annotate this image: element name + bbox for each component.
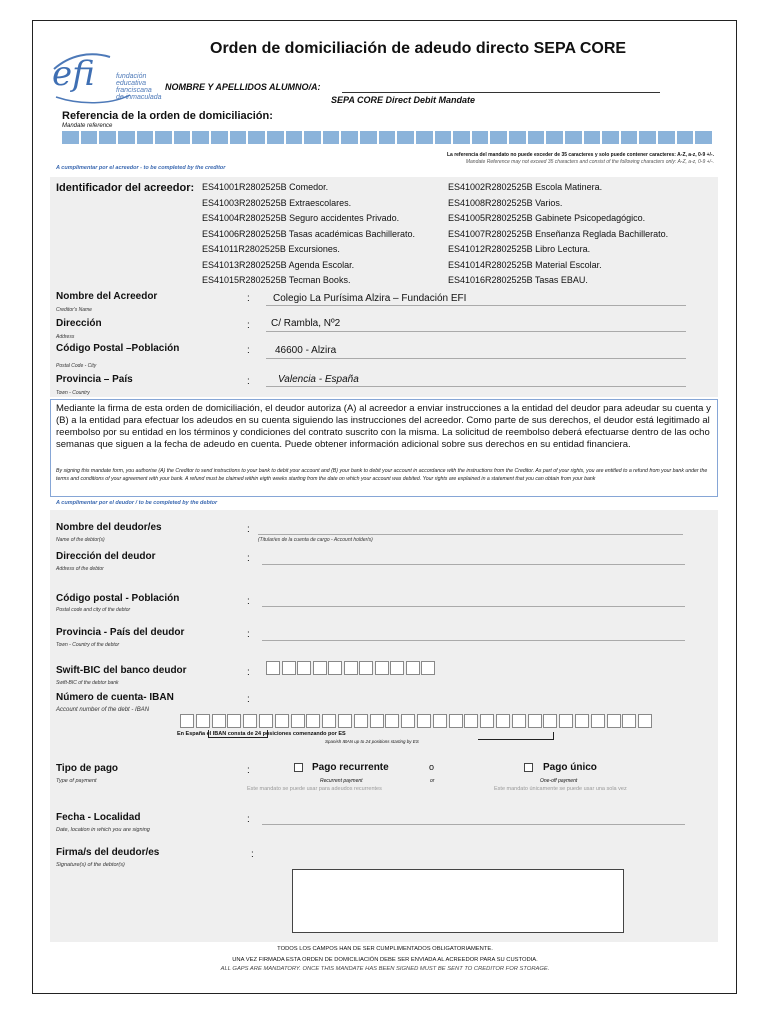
signature-box[interactable]	[292, 869, 624, 933]
creditor-cp-sub: Postal Code - City	[56, 363, 97, 369]
reference-char-box[interactable]	[528, 131, 545, 144]
date-location-label: Fecha - Localidad	[56, 812, 141, 823]
iban-char-box[interactable]	[464, 714, 478, 728]
creditor-name-sub: Creditor's Name	[56, 307, 92, 313]
reference-char-box[interactable]	[211, 131, 228, 144]
creditor-id-label: Identificador del acreedor:	[56, 182, 195, 194]
reference-char-box[interactable]	[155, 131, 172, 144]
reference-char-box[interactable]	[621, 131, 638, 144]
creditor-id-entry: ES41011R2802525B Excursiones.	[202, 244, 340, 254]
reference-char-box[interactable]	[192, 131, 209, 144]
reference-char-box[interactable]	[323, 131, 340, 144]
creditor-id-entry: ES41002R2802525B Escola Matinera.	[448, 182, 603, 192]
reference-char-box[interactable]	[341, 131, 358, 144]
reference-char-box[interactable]	[602, 131, 619, 144]
or-sub: or	[430, 778, 435, 784]
swift-char-box[interactable]	[297, 661, 311, 675]
swift-char-box[interactable]	[266, 661, 280, 675]
iban-char-box[interactable]	[212, 714, 226, 728]
iban-tail-bracket	[478, 732, 554, 740]
reference-char-box[interactable]	[397, 131, 414, 144]
reference-note: La referencia del mandato no puede exceder de 35 caracteres y solo puede contener caracteres: A-Z, a-z, 0-9 +/-. Mandate Reference may not exceed 35 characters and consist of the following characters only: A-Z, a-z, 0-9 +/-.	[446, 152, 714, 165]
iban-char-box[interactable]	[417, 714, 431, 728]
signature-sub: Signature(s) of the debtor(s)	[56, 862, 125, 868]
reference-char-box[interactable]	[565, 131, 582, 144]
date-location-field[interactable]	[262, 824, 685, 825]
swift-label: Swift-BIC del banco deudor	[56, 665, 187, 676]
creditor-id-entry: ES41013R2802525B Agenda Escolar.	[202, 259, 355, 270]
logo-text: efi	[52, 54, 95, 94]
creditor-address-label: Dirección	[56, 318, 102, 329]
reference-char-box[interactable]	[81, 131, 98, 144]
swift-char-box[interactable]	[390, 661, 404, 675]
page-title: Orden de domiciliación de adeudo directo SEPA CORE	[210, 40, 627, 57]
reference-char-box[interactable]	[174, 131, 191, 144]
recurrent-label: Pago recurrente	[312, 762, 389, 773]
debtor-cp-field[interactable]	[262, 606, 685, 607]
reference-char-box[interactable]	[286, 131, 303, 144]
iban-char-box[interactable]	[243, 714, 257, 728]
iban-char-box[interactable]	[196, 714, 210, 728]
mandate-reference-boxes[interactable]	[62, 131, 712, 144]
reference-char-box[interactable]	[677, 131, 694, 144]
payment-type-sub: Type of payment	[56, 778, 97, 784]
creditor-name-label: Nombre del Acreedor	[56, 291, 158, 302]
reference-char-box[interactable]	[490, 131, 507, 144]
oneoff-checkbox[interactable]	[524, 763, 533, 772]
reference-char-box[interactable]	[62, 131, 79, 144]
swift-char-box[interactable]	[406, 661, 420, 675]
iban-char-box[interactable]	[528, 714, 542, 728]
footer-line-2: UNA VEZ FIRMADA ESTA ORDEN DE DOMICILIACIÓN DEBE SER ENVIADA AL ACREEDOR PARA SU CUSTODIA.	[232, 957, 538, 963]
swift-char-box[interactable]	[344, 661, 358, 675]
reference-char-box[interactable]	[472, 131, 489, 144]
iban-sub: Account number of the debt - IBAN	[56, 707, 150, 713]
creditor-id-entry: ES41015R2802525B Tecman Books.	[202, 275, 351, 285]
iban-char-box[interactable]	[559, 714, 573, 728]
swift-char-box[interactable]	[359, 661, 373, 675]
reference-char-box[interactable]	[99, 131, 116, 144]
iban-char-box[interactable]	[480, 714, 494, 728]
iban-char-box[interactable]	[180, 714, 194, 728]
student-name-label: NOMBRE Y APELLIDOS ALUMNO/A:	[165, 82, 321, 92]
footer-line-3: ALL GAPS ARE MANDATORY. ONCE THIS MANDATE HAS BEEN SIGNED MUST BE SENT TO CREDITOR FOR STORAGE.	[220, 966, 550, 972]
date-location-sub: Date, location in which you are signing	[56, 827, 150, 833]
swift-char-box[interactable]	[421, 661, 435, 675]
iban-note-es: En España el IBAN consta de 24 posiciones comenzando por ES	[177, 731, 346, 737]
debtor-cp-label: Código postal - Población	[56, 593, 180, 604]
recurrent-hint: Este mandato se puede usar para adeudos recurrentes	[247, 786, 382, 792]
creditor-cp-label: Código Postal –Población	[56, 343, 180, 354]
reference-char-box[interactable]	[416, 131, 433, 144]
iban-char-box[interactable]	[354, 714, 368, 728]
creditor-province-sub: Town - Country	[56, 390, 90, 396]
swift-char-box[interactable]	[313, 661, 327, 675]
debtor-province-label: Provincia - País del deudor	[56, 627, 185, 638]
reference-char-box[interactable]	[248, 131, 265, 144]
creditor-address-value: C/ Rambla, Nº2	[271, 318, 341, 329]
reference-char-box[interactable]	[695, 131, 712, 144]
reference-sub: Mandate reference	[62, 123, 113, 129]
iban-char-box[interactable]	[322, 714, 336, 728]
creditor-cp-value: 46600 - Alzira	[275, 345, 337, 356]
reference-char-box[interactable]	[509, 131, 526, 144]
signature-label: Firma/s del deudor/es	[56, 847, 160, 858]
iban-char-box[interactable]	[385, 714, 399, 728]
creditor-province-label: Provincia – País	[56, 374, 133, 385]
oneoff-label: Pago único	[543, 762, 597, 773]
creditor-id-entry: ES41006R2802525B Tasas académicas Bachillerato.	[202, 228, 415, 239]
debtor-province-sub: Town - Country of the debtor	[56, 642, 120, 648]
iban-char-box[interactable]	[275, 714, 289, 728]
iban-char-box[interactable]	[306, 714, 320, 728]
creditor-id-entry: ES41003R2802525B Extraescolares.	[202, 197, 352, 208]
creditor-id-entry: ES41004R2802525B Seguro accidentes Privado.	[202, 213, 400, 223]
reference-char-box[interactable]	[137, 131, 154, 144]
debtor-address-field[interactable]	[262, 564, 685, 565]
reference-heading: Referencia de la orden de domiciliación:	[62, 110, 273, 122]
logo-subtitle: fundación educativa franciscana de inmaculada	[116, 73, 162, 101]
swift-char-box[interactable]	[282, 661, 296, 675]
reference-char-box[interactable]	[453, 131, 470, 144]
iban-char-box[interactable]	[291, 714, 305, 728]
iban-char-box[interactable]	[607, 714, 621, 728]
reference-char-box[interactable]	[658, 131, 675, 144]
reference-char-box[interactable]	[379, 131, 396, 144]
swift-sub: Swift-BIC of the debtor bank	[56, 680, 119, 686]
reference-char-box[interactable]	[639, 131, 656, 144]
iban-char-box[interactable]	[259, 714, 273, 728]
creditor-id-entry: ES41008R2802525B Varios.	[448, 197, 563, 208]
creditor-id-entry: ES41012R2802525B Libro Lectura.	[448, 244, 591, 254]
creditor-section-label: A cumplimentar por el acreedor - to be completed by the creditor	[56, 165, 226, 171]
debtor-name-field[interactable]	[258, 534, 683, 535]
creditor-id-entry: ES41007R2802525B Enseñanza Reglada Bachillerato.	[448, 228, 669, 239]
debtor-section-label: A cumplimentar por el deudor / to be completed by the debtor	[56, 500, 218, 506]
debtor-address-sub: Address of the debtor	[56, 566, 104, 572]
iban-char-box[interactable]	[401, 714, 415, 728]
iban-char-box[interactable]	[370, 714, 384, 728]
iban-char-box[interactable]	[543, 714, 557, 728]
creditor-id-entry: ES41005R2802525B Gabinete Psicopedagógico.	[448, 213, 646, 223]
student-name-field[interactable]	[342, 92, 660, 93]
iban-char-box[interactable]	[227, 714, 241, 728]
reference-char-box[interactable]	[360, 131, 377, 144]
debtor-address-label: Dirección del deudor	[56, 551, 156, 562]
footer-line-1: TODOS LOS CAMPOS HAN DE SER CUMPLIMENTADOS OBLIGATORIAMENTE.	[277, 946, 493, 952]
iban-char-box[interactable]	[512, 714, 526, 728]
recurrent-sub: Recurrent payment	[320, 778, 363, 784]
recurrent-checkbox[interactable]	[294, 763, 303, 772]
reference-char-box[interactable]	[435, 131, 452, 144]
reference-char-box[interactable]	[230, 131, 247, 144]
debtor-cp-sub: Postal code and city of the debtor	[56, 607, 131, 613]
iban-char-box[interactable]	[338, 714, 352, 728]
iban-char-box[interactable]	[496, 714, 510, 728]
iban-char-box[interactable]	[433, 714, 447, 728]
creditor-name-value: Colegio La Purísima Alzira – Fundación EFI	[273, 293, 467, 304]
iban-char-box[interactable]	[575, 714, 589, 728]
mandate-text-es: Mediante la firma de esta orden de domiciliación, el deudor autoriza (A) al acreedor a enviar instrucciones a la entidad del deudor para adeudar su cuenta y (B) a la entidad para efectuar los adeudos en su cuenta siguiendo las instrucciones del acreedor. Como parte de sus derechos, el deudor está legitimado al reembolso por su entidad en los términos y condiciones del contrato suscrito con la misma. La solicitud de reembolso deberá efectuarse dentro de las ocho semanas que siguen a la fecha de adeudo en cuenta. Puede obtener información adicional sobre sus derechos en su entidad financiera.	[56, 403, 711, 450]
oneoff-sub: One-off payment	[540, 778, 578, 784]
iban-char-box[interactable]	[591, 714, 605, 728]
reference-char-box[interactable]	[267, 131, 284, 144]
reference-char-box[interactable]	[118, 131, 135, 144]
creditor-province-value: Valencia - España	[278, 374, 359, 385]
iban-char-box[interactable]	[449, 714, 463, 728]
iban-note-en: Spanish IBAN up to 24 positions starting by ES	[325, 739, 419, 744]
creditor-address-sub: Address	[56, 334, 75, 340]
iban-label: Número de cuenta- IBAN	[56, 692, 174, 703]
mandate-text-en: By signing this mandate form, you authorise (A) the Creditor to send instructions to your bank to debit your account and (B) your bank to debit your account in accordance with the instructions from the Creditor. As part of your rights, you are entitled to a refund from your bank under the terms and conditions of your agreement with your bank. A refund must be claimed within eigth weeks starting from the date on which your account was debited. Your rights are explained in a statement that you can obtain from your bank	[56, 468, 708, 482]
iban-char-box[interactable]	[622, 714, 636, 728]
creditor-id-entry: ES41016R2802525B Tasas EBAU.	[448, 275, 588, 285]
debtor-name-label: Nombre del deudor/es	[56, 522, 162, 533]
or-label: o	[429, 762, 435, 772]
swift-char-box[interactable]	[375, 661, 389, 675]
oneoff-hint: Este mandato únicamente se puede usar una sola vez	[494, 786, 627, 792]
debtor-name-sub: Name of the debtor(s)	[56, 537, 105, 543]
iban-char-box[interactable]	[638, 714, 652, 728]
reference-char-box[interactable]	[546, 131, 563, 144]
payment-type-label: Tipo de pago	[56, 763, 119, 774]
swift-char-box[interactable]	[328, 661, 342, 675]
creditor-id-entry: ES41014R2802525B Material Escolar.	[448, 259, 602, 270]
creditor-section	[50, 177, 718, 397]
debtor-province-field[interactable]	[262, 640, 685, 641]
reference-char-box[interactable]	[584, 131, 601, 144]
creditor-id-entry: ES41001R2802525B Comedor.	[202, 182, 329, 192]
page-subtitle: SEPA CORE Direct Debit Mandate	[331, 95, 476, 105]
debtor-name-hint: (Titular/es de la cuenta de cargo - Account holder/s)	[258, 537, 373, 543]
reference-char-box[interactable]	[304, 131, 321, 144]
